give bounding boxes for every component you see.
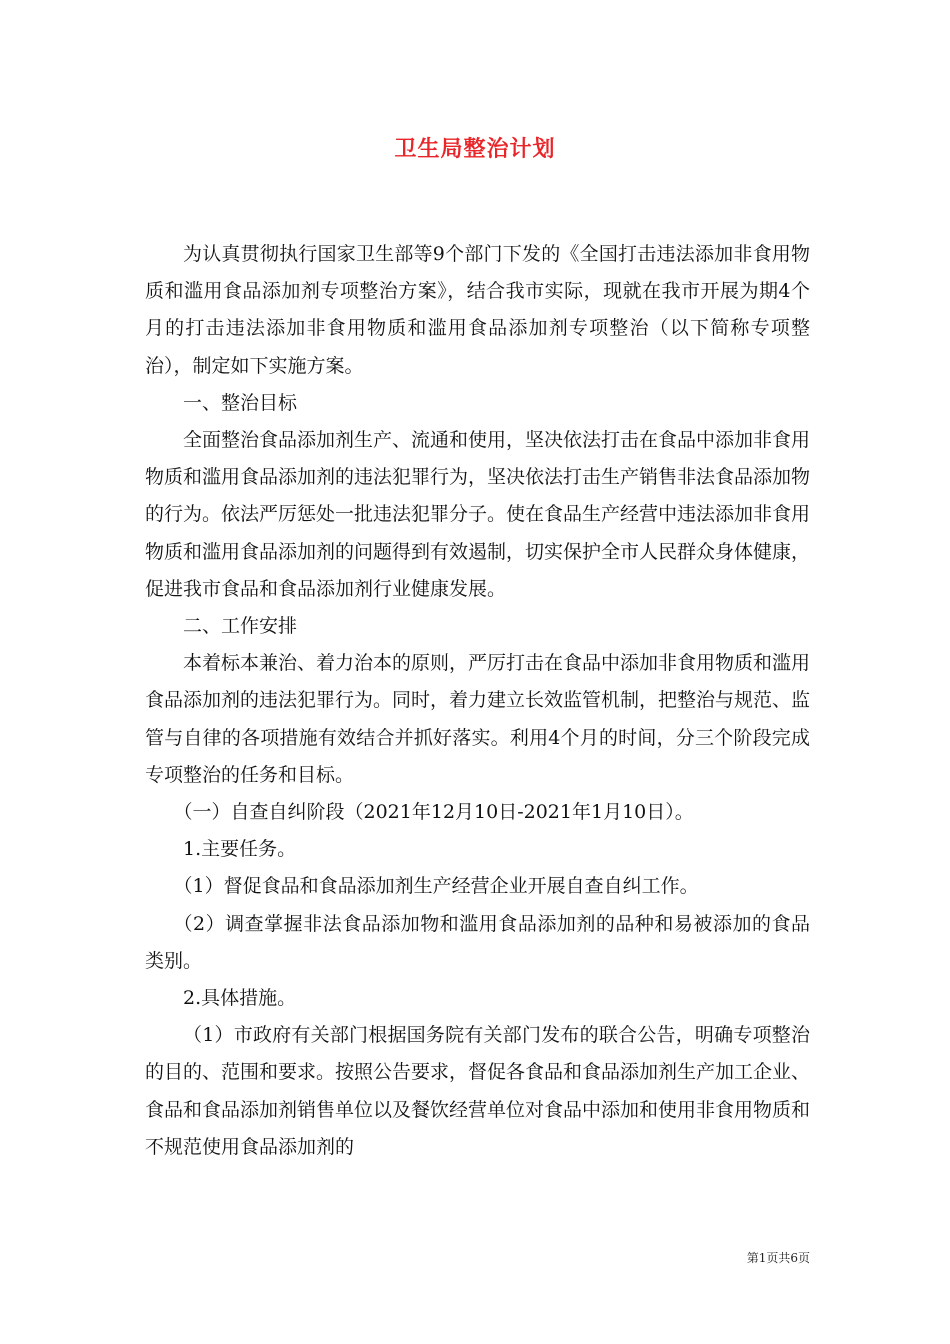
- paragraph-intro: 为认真贯彻执行国家卫生部等9个部门下发的《全国打击违法添加非食用物质和滥用食品添加剂专项整治方案》，结合我市实际，现就在我市开展为期4个月的打击违法添加非食用物质和滥用食品添加剂专项整治（以下简称专项整治），制定如下实施方案。: [145, 243, 810, 377]
- task-item-1: （1）督促食品和食品添加剂生产经营企业开展自查自纠工作。: [173, 875, 699, 898]
- document-body: [145, 236, 810, 1166]
- section-heading-arrangement: 二、工作安排: [183, 615, 298, 638]
- page-number: 第1页共6页: [746, 1251, 810, 1265]
- item-main-tasks: 1.主要任务。: [183, 838, 297, 861]
- document-title: 卫生局整治计划: [394, 136, 556, 162]
- subsection-heading-self-check: （一）自查自纠阶段（2021年12月10日-2021年1月10日）。: [173, 801, 694, 824]
- section-heading-goals: 一、整治目标: [183, 391, 298, 414]
- measure-item-1: （1）市政府有关部门根据国务院有关部门发布的联合公告，明确专项整治的目的、范围和要求。按照公告要求，督促各食品和食品添加剂生产加工企业、食品和食品添加剂销售单位以及餐饮经营单位对食品中添加和使用非食用物质和不规范使用食品添加剂的: [145, 1024, 811, 1158]
- task-item-2: （2）调查掌握非法食品添加物和滥用食品添加剂的品种和易被添加的食品类别。: [145, 912, 810, 972]
- paragraph-arrangement: 本着标本兼治、着力治本的原则，严厉打击在食品中添加非食用物质和滥用食品添加剂的违法犯罪行为。同时，着力建立长效监管机制，把整治与规范、监管与自律的各项措施有效结合并抓好落实。利用4个月的时间，分三个阶段完成专项整治的任务和目标。: [145, 652, 811, 786]
- item-specific-measures: 2.具体措施。: [183, 987, 297, 1010]
- paragraph-goals: 全面整治食品添加剂生产、流通和使用，坚决依法打击在食品中添加非食用物质和滥用食品添加剂的违法犯罪行为，坚决依法打击生产销售非法食品添加物的行为。依法严厉惩处一批违法犯罪分子。使在食品生产经营中违法添加非食用物质和滥用食品添加剂的问题得到有效遏制，切实保护全市人民群众身体健康，促进我市食品和食品添加剂行业健康发展。: [145, 429, 811, 600]
